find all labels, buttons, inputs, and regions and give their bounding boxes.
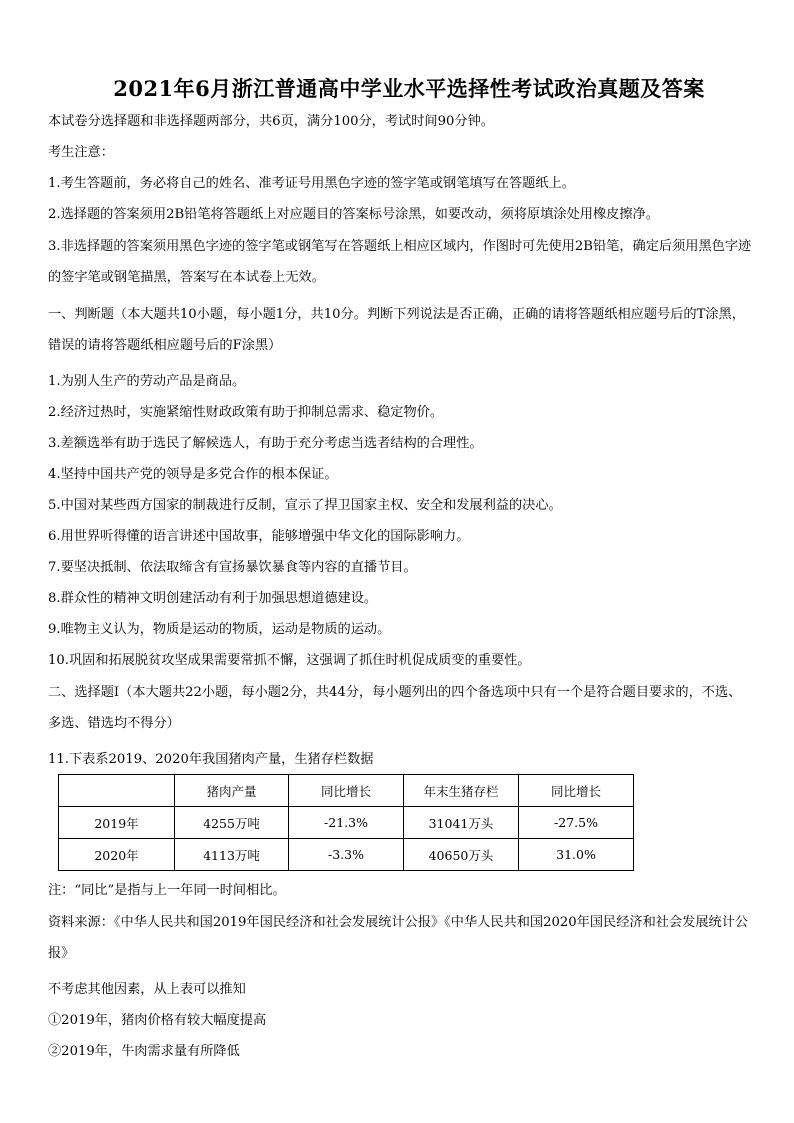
data-source: 资料来源：《中华人民共和国2019年国民经济和社会发展统计公报》《中华人民共和国2020年国民经济和社会发展统计公报》	[48, 915, 749, 961]
table-cell: -3.3%	[289, 839, 404, 871]
table-header-cell: 年末生猪存栏	[404, 775, 519, 807]
judgment-item: 5.中国对某些西方国家的制裁进行反制，宣示了捍卫国家主权、安全和发展利益的决心。	[48, 498, 562, 513]
notice-item: 3.非选择题的答案须用黑色字迹的签字笔或钢笔写在答题纸上相应区域内，作图时可先使用2B铅笔，确定后须用黑色字迹的签字笔或钢笔描黑，答案写在本试卷上无效。	[48, 239, 752, 285]
table-cell: 31041万头	[404, 807, 519, 839]
answer-option: ②2019年，牛肉需求量有所降低	[48, 1044, 240, 1059]
judgment-item: 3.差额选举有助于选民了解候选人，有助于充分考虑当选者结构的合理性。	[48, 436, 483, 451]
judgment-item: 1.为别人生产的劳动产品是商品。	[48, 374, 246, 389]
table-cell: 40650万头	[404, 839, 519, 871]
notice-item: 1.考生答题前，务必将自己的姓名、准考证号用黑色字迹的签字笔或钢笔填写在答题纸上。	[48, 176, 575, 191]
table-cell: 4113万吨	[175, 839, 289, 871]
table-cell: -21.3%	[289, 807, 404, 839]
table-header-cell	[59, 775, 175, 807]
table-header-cell: 猪肉产量	[175, 775, 289, 807]
page-title: 2021年6月浙江普通高中学业水平选择性考试政治真题及答案	[113, 76, 705, 101]
judgment-item: 9.唯物主义认为，物质是运动的物质，运动是物质的运动。	[48, 622, 391, 637]
table-row	[59, 807, 634, 839]
section2-heading: 二、选择题Ⅰ（本大题共22小题，每小题2分，共44分，每小题列出的四个备选项中只有一个是符合题目要求的，不选、多选、错选均不得分）	[48, 685, 742, 731]
judgment-item: 8.群众性的精神文明创建活动有利于加强思想道德建设。	[48, 591, 378, 606]
section1-heading: 一、判断题（本大题共10小题，每小题1分，共10分。判断下列说法是否正确，正确的请将答题纸相应题号后的T涂黑，错误的请将答题纸相应题号后的F涂黑）	[48, 307, 745, 353]
table-header-row	[59, 775, 634, 807]
table-cell: 2019年	[59, 807, 175, 839]
notice-heading: 考生注意：	[48, 145, 114, 160]
judgment-item: 10.巩固和拓展脱贫攻坚成果需要常抓不懈，这强调了抓住时机促成质变的重要性。	[48, 653, 531, 668]
question-stem: 11.下表系2019、2020年我国猪肉产量，生猪存栏数据	[48, 752, 374, 767]
question-prompt: 不考虑其他因素，从上表可以推知	[48, 982, 246, 997]
table-cell: 2020年	[59, 839, 175, 871]
answer-option: ①2019年，猪肉价格有较大幅度提高	[48, 1013, 267, 1028]
exam-page	[48, 74, 752, 1073]
pork-data-table	[58, 774, 634, 871]
table-header-cell: 同比增长	[289, 775, 404, 807]
table-note: 注：“同比”是指与上一年同一时间相比。	[48, 883, 286, 898]
table-header-cell: 同比增长	[519, 775, 634, 807]
intro-text: 本试卷分选择题和非选择题两部分，共6页，满分100分，考试时间90分钟。	[48, 114, 494, 129]
judgment-item: 7.要坚决抵制、依法取缔含有宣扬暴饮暴食等内容的直播节目。	[48, 560, 417, 575]
judgment-item: 6.用世界听得懂的语言讲述中国故事，能够增强中华文化的国际影响力。	[48, 529, 470, 544]
judgment-item: 4.坚持中国共产党的领导是多党合作的根本保证。	[48, 467, 338, 482]
table-row	[59, 839, 634, 871]
judgment-item: 2.经济过热时，实施紧缩性财政政策有助于抑制总需求、稳定物价。	[48, 405, 444, 420]
table-cell: -27.5%	[519, 807, 634, 839]
notice-item: 2.选择题的答案须用2B铅笔将答题纸上对应题目的答案标号涂黑，如要改动，须将原填涂处用橡皮擦净。	[48, 207, 659, 222]
table-cell: 31.0%	[519, 839, 634, 871]
table-cell: 4255万吨	[175, 807, 289, 839]
